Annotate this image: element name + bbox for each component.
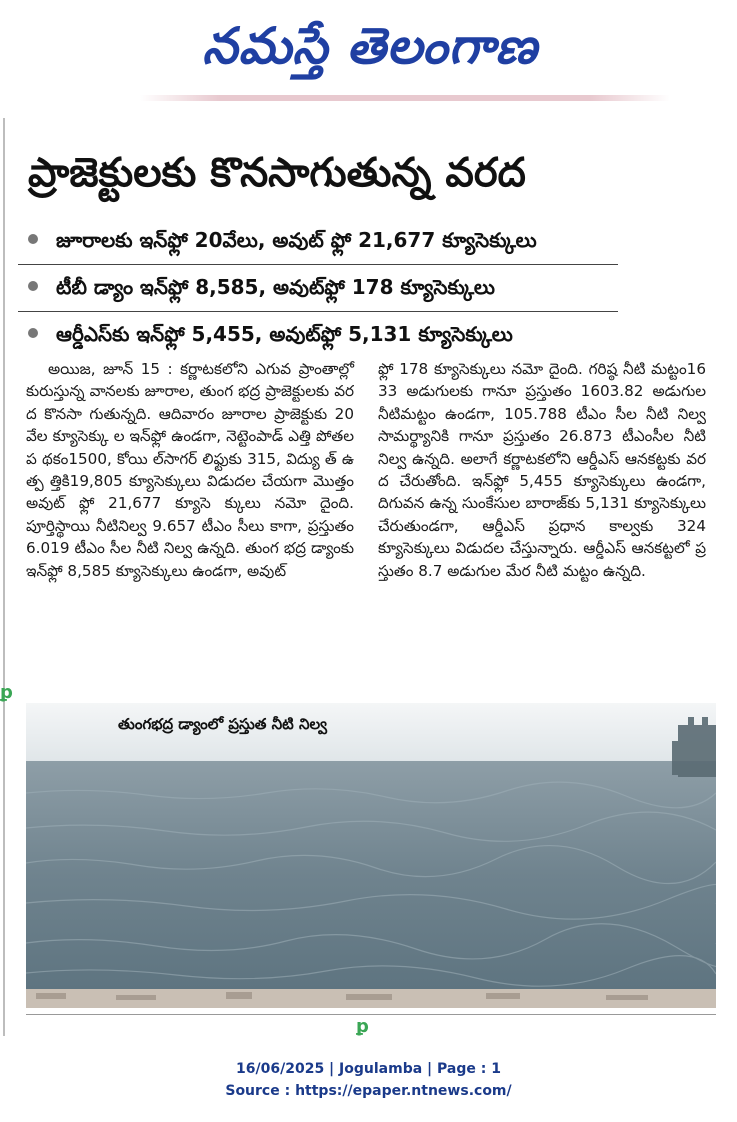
page-footer (0, 1058, 737, 1102)
masthead-divider (140, 95, 670, 101)
bullet-icon (28, 281, 38, 291)
photo-divider (26, 1014, 716, 1015)
subheadline-text: ఆర్డీఎస్‌కు ఇన్‌ఫ్లో 5,455, అవుట్‌ఫ్లో 5,131 క్యూసెక్కులు (56, 322, 513, 346)
bullet-icon (28, 234, 38, 244)
subheadline-text: జూరాలకు ఇన్‌ఫ్లో 20వేలు, అవుట్ ఫ్లో 21,677 క్యూసెక్కులు (56, 228, 537, 252)
photo-caption: తుంగభద్ర డ్యాంలో ప్రస్తుత నీటి నిల్వ (118, 715, 328, 733)
body-column-right: ఫ్లో 178 క్యూసెక్కులు నమో దైంది. గరిష్ఠ నీటి మట్టం1633 అడుగులకు గానూ ప్రస్తుతం 1603.82 అడుగుల నీటిమట్టం ఉండగా, 105.788 టీఎం సీల నీటి నిల్వ సామర్థ్యానికి గానూ ప్రస్తుతం 26.873 టీఎంసీల నీటి నిల్వ ఉన్నది. అలాగే కర్ణాటకలోని ఆర్డీఎస్ ఆనకట్టకు వరద చేరుతోంది. ఇన్‌ఫ్లో 5,455 క్యూసెక్కులు ఉండగా, దిగువన ఉన్న సుంకేసుల బారాజ్‌కు 5,131 క్యూసెక్కులు చేరుతుండగా, ఆర్డీఎస్ ప్రధాన కాల్వకు 324 క్యూసెక్కులు విడుదల చేస్తున్నారు. ఆర్డీఎస్ ఆనకట్టలో ప్రస్తుతం 8.7 అడుగుల మేర నీటి మట్టం ఉన్నది. (378, 360, 706, 580)
bullet-icon (28, 328, 38, 338)
subheadline-text: టీబీ డ్యాం ఇన్‌ఫ్లో 8,585, అవుట్‌ఫ్లో 178 క్యూసెక్కులు (56, 275, 495, 299)
article-clipping (18, 118, 723, 1020)
newspaper-logo: నమస్తే తెలంగాణ (202, 17, 538, 75)
masthead (0, 0, 737, 106)
article-headline: ప్రాజెక్టులకు కొనసాగుతున్న వరద (28, 150, 526, 196)
swirl-icon: ꝑ (356, 1016, 369, 1037)
body-column-left: అయిజ, జూన్ 15 : కర్ణాటకలోని ఎగువ ప్రాంతాల్లో కురుస్తున్న వానలకు జూరాల, తుంగ భద్ర ప్రాజెక్టులకు వరద కొనసా గుతున్నది. ఆదివారం జూరాల ప్రాజెక్టుకు 20వేల క్యూసెక్కు ల ఇన్‌ఫ్లో ఉండగా, నెట్టెంపాడ్ ఎత్తి పోతల ప థకం1500, కోయి ల్‌సాగర్ లిఫ్టుకు 315, విద్యు త్ ఉత్ప త్తికి19,805 క్యూసెక్కులు విడుదల చేయగా మొత్తం అవుట్ ఫ్లో 21,677 క్యూసె క్కులు నమో దైంది. పూర్తిస్థాయి నీటినిల్వ 9.657 టీఎం సీలు కాగా, ప్రస్తుతం 6.019 టీఎం సీల నీటి నిల్వ ఉన్నది. తుంగ భద్ర డ్యాంకు ఇన్‌ఫ్లో 8,585 క్యూసెక్కులు ఉండగా, అవుట్ (26, 360, 354, 580)
footer-source[interactable]: Source : https://epaper.ntnews.com/ (225, 1083, 512, 1099)
swirl-icon: ꝑ (0, 682, 13, 703)
subheadline-item (18, 218, 618, 265)
subheadline-item (18, 265, 618, 312)
article-body (26, 358, 716, 688)
subheadline-list (18, 218, 618, 358)
footer-date-edition: 16/06/2025 | Jogulamba | Page : 1 (236, 1061, 501, 1077)
left-frame-line (3, 118, 5, 1036)
dam-photo (26, 703, 716, 1008)
subheadline-item (18, 312, 618, 358)
reservoir-water-image (26, 703, 716, 1008)
